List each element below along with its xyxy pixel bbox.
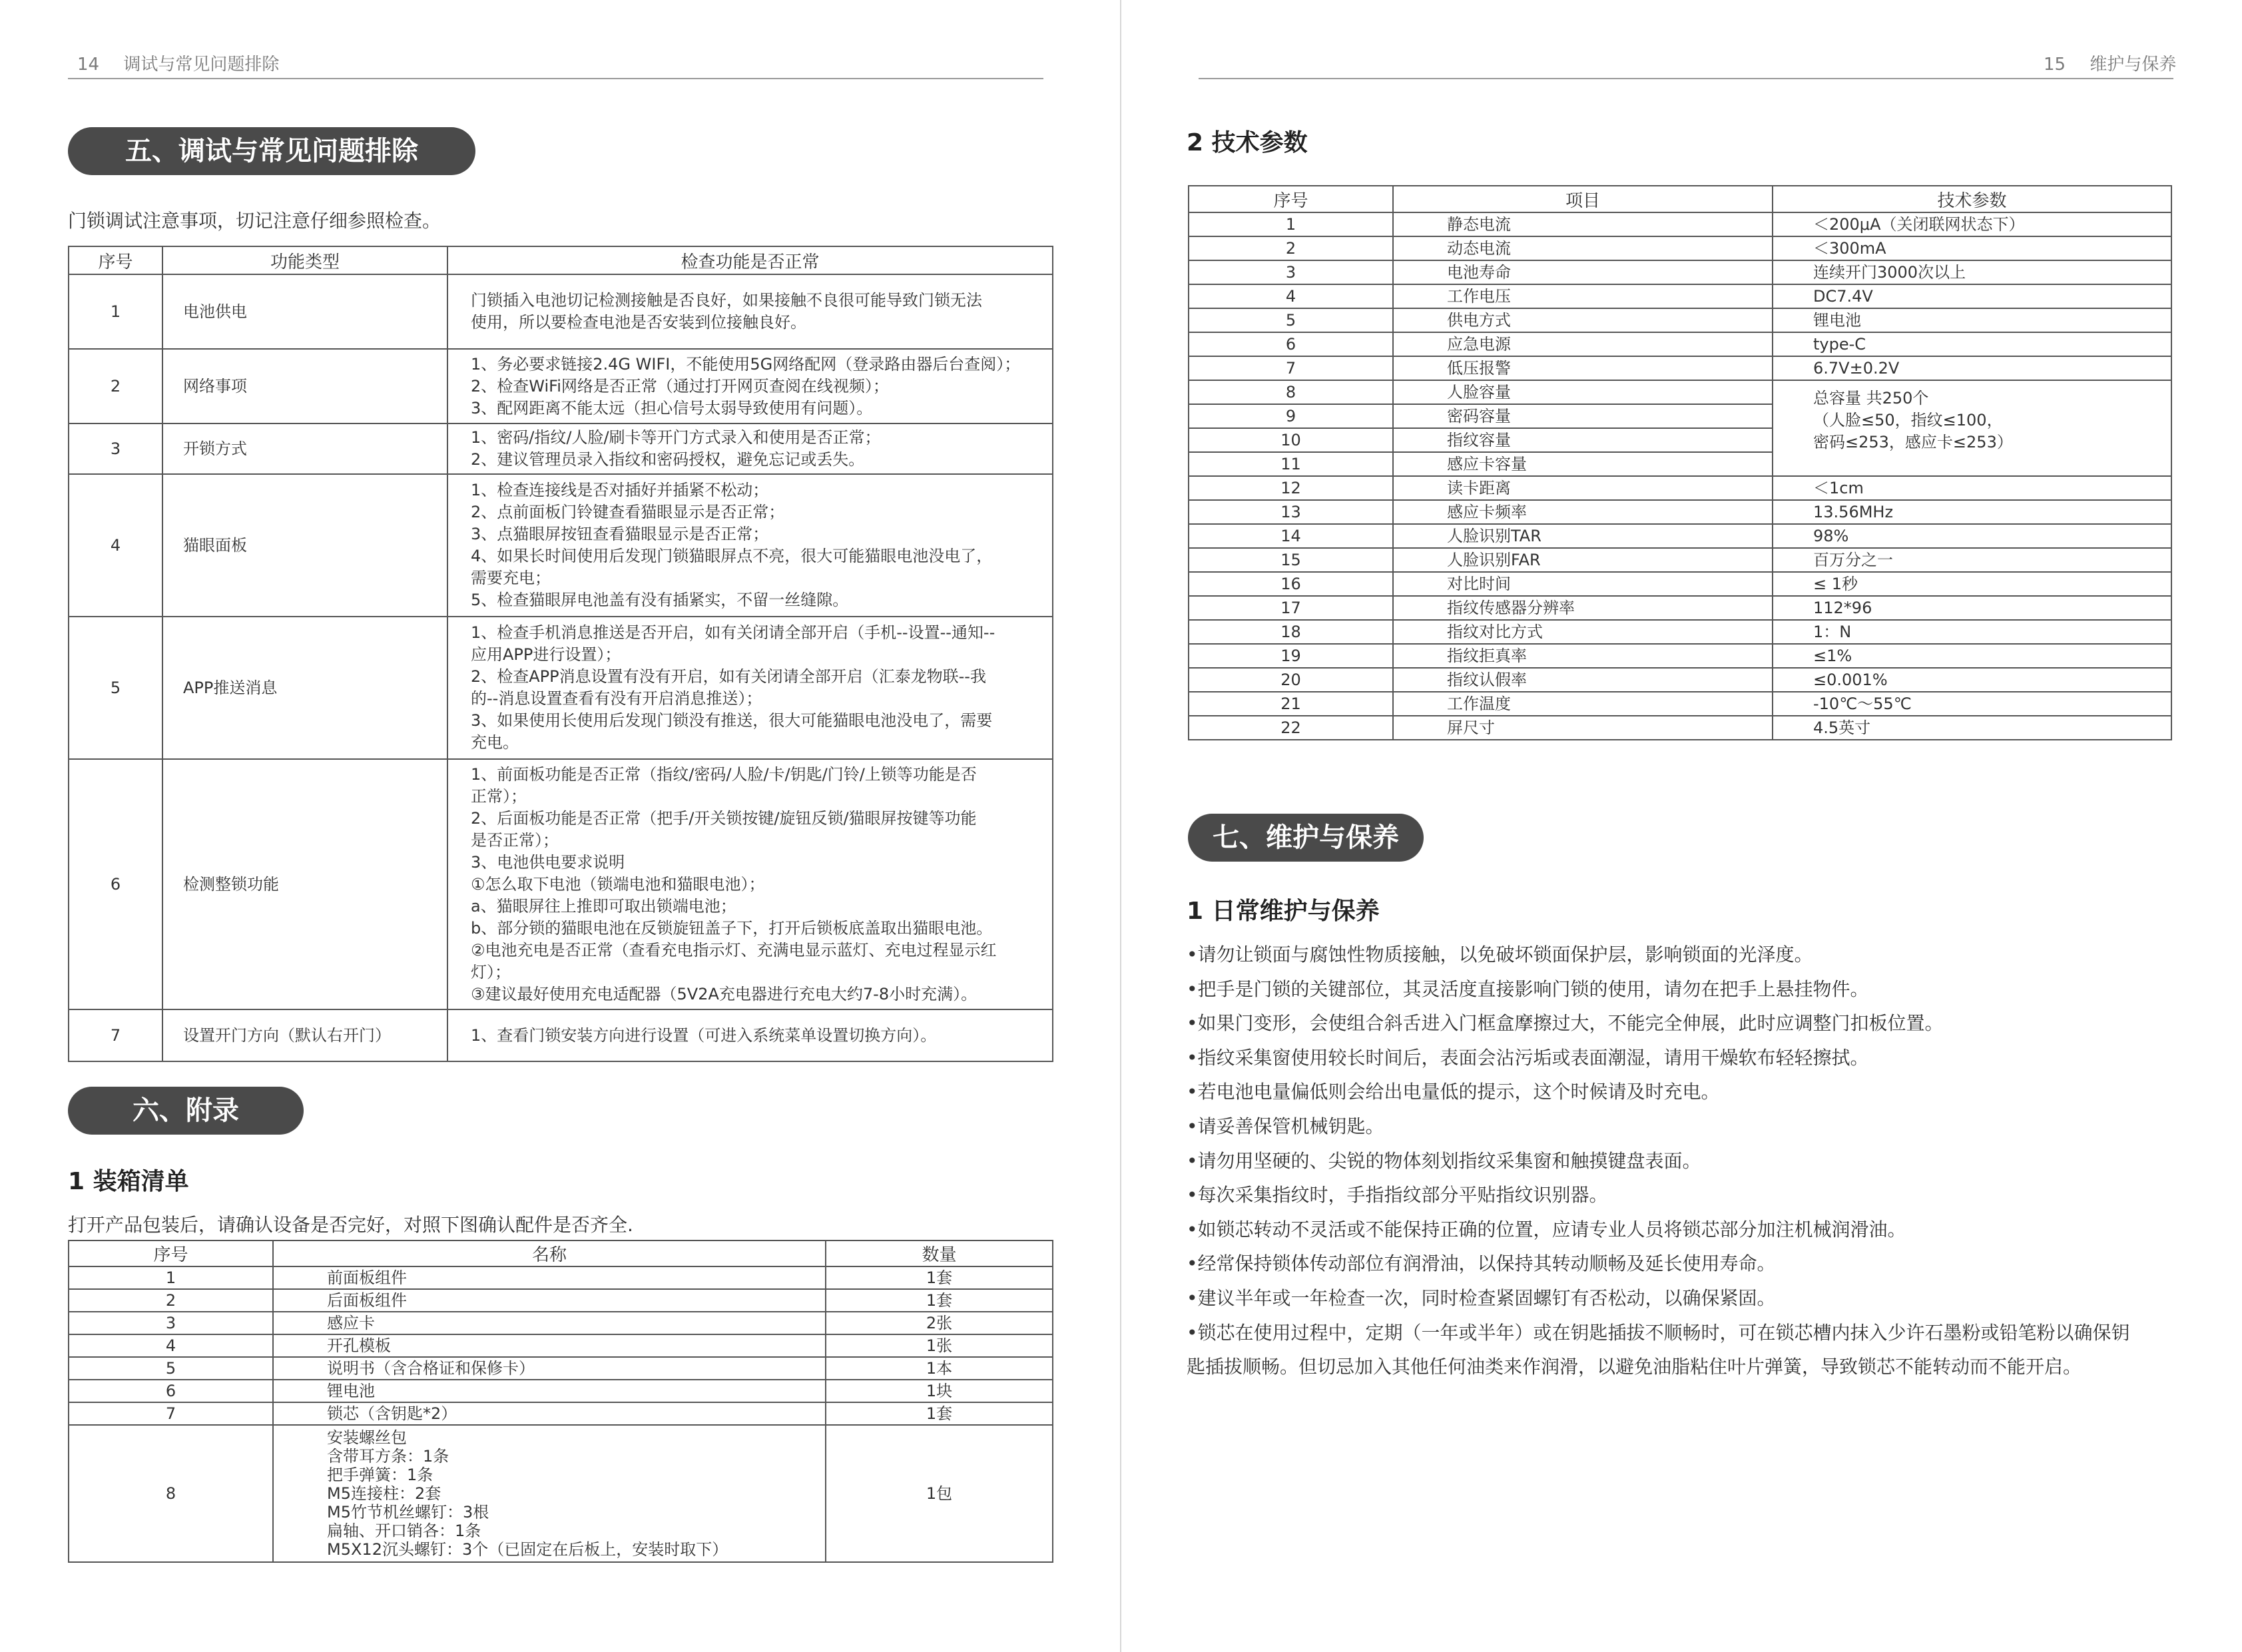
- spec-item: 应急电源: [1393, 332, 1773, 356]
- item-quantity: 1张: [826, 1334, 1053, 1357]
- debug-table-body: [69, 274, 1053, 1061]
- description-line: 1、检查连接线是否对插好并插紧不松动；: [471, 481, 769, 499]
- bullet-item: •如锁芯转动不灵活或不能保持正确的位置，应请专业人员将锁芯部分加注机械润滑油。: [1187, 1218, 1906, 1240]
- description-line: 2、检查APP消息设置有没有开启，如有关闭请全部开启（汇泰龙物联--我: [471, 667, 986, 686]
- row-number: 6: [69, 759, 162, 1009]
- item-name: [273, 1402, 826, 1425]
- description-line: 3、配网距离不能太远（担心信号太弱导致使用有问题）。: [471, 398, 873, 417]
- description-line: 门锁插入电池切记检测接触是否良好，如果接触不良很可能导致门锁无法: [471, 291, 982, 310]
- spec-value: 百万分之一: [1773, 548, 2171, 572]
- spec-item: 指纹认假率: [1393, 668, 1773, 692]
- item-name-line: 把手弹簧：1条: [327, 1466, 433, 1484]
- description-line: 2、检查WiFi网络是否正常（通过打开网页查阅在线视频）；: [471, 376, 889, 396]
- item-name-lines: [327, 1359, 825, 1378]
- description-line: 充电。: [471, 733, 519, 752]
- function-type: 设置开门方向（默认右开门）: [162, 1009, 447, 1061]
- capacity-line: 总容量 共250个: [1813, 389, 1929, 408]
- table-row: [69, 1266, 1053, 1289]
- description-line: 1、务必要求链接2.4G WIFI，不能使用5G网络配网（登录路由器后台查阅）；: [471, 354, 1021, 374]
- description-line: 1、前面板功能是否正常（指纹/密码/人脸/卡/钥匙/门铃/上锁等功能是否: [471, 764, 977, 784]
- table-header-row: [69, 1240, 1053, 1266]
- spec-value: 13.56MHz: [1773, 500, 2171, 524]
- description-line: 1、密码/指纹/人脸/刷卡等开门方式录入和使用是否正常；: [471, 428, 881, 447]
- item-name-line: 锁芯（含钥匙*2）: [327, 1404, 457, 1423]
- page-number: 14: [77, 55, 100, 75]
- item-name: [273, 1312, 826, 1334]
- spec-item: 工作电压: [1393, 284, 1773, 308]
- item-name: [273, 1334, 826, 1357]
- row-number: 2: [1189, 236, 1393, 260]
- spec-item: 工作温度: [1393, 692, 1773, 716]
- spec-item: 读卡距离: [1393, 476, 1773, 500]
- item-name-line: 前面板组件: [327, 1268, 407, 1287]
- table-row: [1189, 716, 2171, 740]
- item-name-line: 后面板组件: [327, 1291, 407, 1310]
- bullet-item: •锁芯在使用过程中，定期（一年或半年）或在钥匙插拔不顺畅时，可在锁芯槽内抹入少许石墨粉或铅笔粉以确保钥: [1187, 1321, 2130, 1344]
- row-number: 6: [69, 1380, 273, 1402]
- description-line: ③建议最好使用充电适配器（5V2A充电器进行充电大约7-8小时充满）。: [471, 984, 978, 1003]
- row-number: 1: [1189, 212, 1393, 236]
- page-number: 15: [2044, 55, 2066, 75]
- table-row: [1189, 260, 2171, 284]
- spec-item: 静态电流: [1393, 212, 1773, 236]
- table-row: [69, 1357, 1053, 1380]
- row-number: 17: [1189, 596, 1393, 620]
- item-name-line: M5竹节机丝螺钉：3根: [327, 1503, 489, 1521]
- debug-intro-text: 门锁调试注意事项，切记注意仔细参照检查。: [68, 210, 441, 232]
- spec-value: ＜300mA: [1773, 236, 2171, 260]
- item-name-lines: [327, 1291, 825, 1310]
- item-name-line: M5X12沉头螺钉：3个（已固定在后板上，安装时取下）: [327, 1540, 728, 1559]
- right-running-head: [2044, 51, 2176, 75]
- description-line: 使用，所以要检查电池是否安装到位接触良好。: [471, 313, 806, 332]
- row-number: 11: [1189, 452, 1393, 476]
- left-running-head: [77, 51, 279, 75]
- row-number: 5: [69, 1357, 273, 1380]
- item-name-lines: [327, 1382, 825, 1400]
- table-row: [1189, 380, 2171, 404]
- description-line: 正常）；: [471, 786, 527, 806]
- row-number: 8: [1189, 380, 1393, 404]
- description-line: 3、如果使用长使用后发现门锁没有推送，很大可能猫眼电池没电了，需要: [471, 711, 993, 730]
- check-description: [447, 349, 1053, 423]
- column-header: 序号: [69, 1240, 273, 1266]
- spec-value: ＜200μA（关闭联网状态下）: [1773, 212, 2171, 236]
- spec-table-body: [1189, 212, 2171, 740]
- column-header: 序号: [1189, 186, 1393, 212]
- spec-item: 人脸容量: [1393, 380, 1773, 404]
- item-name-line: 开孔模板: [327, 1336, 391, 1355]
- spec-item: 指纹对比方式: [1393, 620, 1773, 644]
- column-header: 项目: [1393, 186, 1773, 212]
- column-header: 技术参数: [1773, 186, 2171, 212]
- table-row: [69, 474, 1053, 617]
- function-type: 检测整锁功能: [162, 759, 447, 1009]
- item-name: [273, 1289, 826, 1312]
- check-description: [447, 423, 1053, 474]
- bullet-item: 匙插拔顺畅。但切忌加入其他任何油类来作润滑，以避免油脂粘住叶片弹簧，导致锁芯不能转动而不能开启。: [1187, 1356, 2082, 1378]
- item-quantity: 1套: [826, 1289, 1053, 1312]
- table-row: [1189, 236, 2171, 260]
- row-number: 2: [69, 349, 162, 423]
- spec-item: 感应卡频率: [1393, 500, 1773, 524]
- function-type: 猫眼面板: [162, 474, 447, 617]
- table-row: [69, 1402, 1053, 1425]
- item-name-lines: [327, 1404, 825, 1423]
- column-header: 检查功能是否正常: [447, 246, 1053, 274]
- description-line: 的--消息设置查看有没有开启消息推送）；: [471, 689, 762, 708]
- table-row: [1189, 524, 2171, 548]
- row-number: 3: [69, 1312, 273, 1334]
- bullet-item: •把手是门锁的关键部位，其灵活度直接影响门锁的使用，请勿在把手上悬挂物件。: [1187, 977, 1869, 1000]
- bullet-item: •若电池电量偏低则会给出电量低的提示，这个时候请及时充电。: [1187, 1081, 1720, 1103]
- function-type: 电池供电: [162, 274, 447, 349]
- running-title: 维护与保养: [2090, 55, 2177, 75]
- bullet-item: •指纹采集窗使用较长时间后，表面会沾污垢或表面潮湿，请用干燥软布轻轻擦拭。: [1187, 1046, 1869, 1069]
- tech-spec-heading: 2 技术参数: [1187, 129, 1308, 156]
- table-row: [69, 274, 1053, 349]
- spec-item: 人脸识别TAR: [1393, 524, 1773, 548]
- spec-item: 指纹传感器分辨率: [1393, 596, 1773, 620]
- row-number: 9: [1189, 404, 1393, 428]
- row-number: 5: [69, 617, 162, 759]
- column-header: 功能类型: [162, 246, 447, 274]
- item-name-line: 安装螺丝包: [327, 1428, 407, 1447]
- row-number: 20: [1189, 668, 1393, 692]
- description-line: a、猫眼屏往上推即可取出锁端电池；: [471, 896, 736, 916]
- table-row: [69, 1425, 1053, 1562]
- check-description: [447, 759, 1053, 1009]
- description-line: 5、检查猫眼屏电池盖有没有插紧实，不留一丝缝隙。: [471, 591, 849, 609]
- description-line: b、部分锁的猫眼电池在反锁旋钮盖子下，打开后锁板底盖取出猫眼电池。: [471, 918, 993, 938]
- table-row: [1189, 692, 2171, 716]
- spec-item: 指纹容量: [1393, 428, 1773, 452]
- row-number: 5: [1189, 308, 1393, 332]
- maintenance-bullet-list: [1187, 938, 2179, 1384]
- spec-value: 98%: [1773, 524, 2171, 548]
- column-header: 序号: [69, 246, 162, 274]
- table-header-row: [1189, 186, 2171, 212]
- table-row: [69, 759, 1053, 1009]
- capacity-line: 密码≤253，感应卡≤253）: [1813, 433, 2013, 451]
- table-row: [1189, 332, 2171, 356]
- spec-value: ＜1cm: [1773, 476, 2171, 500]
- item-name-lines: [327, 1268, 825, 1287]
- spec-value: ≤ 1秒: [1773, 572, 2171, 596]
- table-row: [69, 1334, 1053, 1357]
- item-name-line: 含带耳方条：1条: [327, 1447, 449, 1466]
- row-number: 19: [1189, 644, 1393, 668]
- spec-value: 连续开门3000次以上: [1773, 260, 2171, 284]
- description-line: 2、点前面板门铃键查看猫眼显示是否正常；: [471, 503, 785, 521]
- function-type: 网络事项: [162, 349, 447, 423]
- item-quantity: 2张: [826, 1312, 1053, 1334]
- row-number: 1: [69, 274, 162, 349]
- bullet-item: •请勿让锁面与腐蚀性物质接触，以免破坏锁面保护层，影响锁面的光泽度。: [1187, 944, 1813, 965]
- item-name-lines: [327, 1426, 825, 1561]
- row-number: 3: [69, 423, 162, 474]
- table-row: [69, 1009, 1053, 1061]
- table-row: [1189, 284, 2171, 308]
- spec-item: 屏尺寸: [1393, 716, 1773, 740]
- item-quantity: 1套: [826, 1402, 1053, 1425]
- spec-item: 电池寿命: [1393, 260, 1773, 284]
- daily-maintenance-heading: 1 日常维护与保养: [1187, 898, 1380, 925]
- bullet-item: •如果门变形，会使组合斜舌进入门框盒摩擦过大，不能完全伸展，此时应调整门扣板位置。: [1187, 1012, 1944, 1035]
- table-row: [69, 1380, 1053, 1402]
- bullet-item: •建议半年或一年检查一次，同时检查紧固螺钉有否松动，以确保紧固。: [1187, 1286, 1776, 1309]
- item-name-lines: [327, 1314, 825, 1332]
- row-number: 7: [69, 1009, 162, 1061]
- section-heading-maintenance: 七、维护与保养: [1188, 814, 1424, 862]
- row-number: 2: [69, 1289, 273, 1312]
- spec-item: 指纹拒真率: [1393, 644, 1773, 668]
- bullet-item: •请勿用坚硬的、尖锐的物体刻划指纹采集窗和触摸键盘表面。: [1187, 1149, 1701, 1172]
- function-type: APP推送消息: [162, 617, 447, 759]
- table-row: [1189, 476, 2171, 500]
- spec-item: 低压报警: [1393, 356, 1773, 380]
- table-row: [1189, 644, 2171, 668]
- row-number: 15: [1189, 548, 1393, 572]
- description-line: 灯）；: [471, 962, 511, 981]
- table-row: [1189, 548, 2171, 572]
- row-number: 22: [1189, 716, 1393, 740]
- description-line: ①怎么取下电池（锁端电池和猫眼电池）；: [471, 874, 765, 894]
- row-number: 18: [1189, 620, 1393, 644]
- packing-list-table: [68, 1240, 1053, 1563]
- row-number: 4: [1189, 284, 1393, 308]
- running-title: 调试与常见问题排除: [123, 55, 280, 75]
- capacity-value: [1773, 380, 2171, 476]
- check-description: [447, 474, 1053, 617]
- tech-spec-table: [1188, 185, 2172, 740]
- spec-value: 1：N: [1773, 620, 2171, 644]
- check-description: [447, 1009, 1053, 1061]
- description-line: 是否正常）；: [471, 830, 559, 850]
- row-number: 21: [1189, 692, 1393, 716]
- packing-intro-text: 打开产品包装后，请确认设备是否完好，对照下图确认配件是否齐全.: [68, 1214, 633, 1236]
- description-line: 3、电池供电要求说明: [471, 852, 625, 872]
- description-line: ②电池充电是否正常（查看充电指示灯、充满电显示蓝灯、充电过程显示红: [471, 940, 997, 960]
- description-line: 1、检查手机消息推送是否开启，如有关闭请全部开启（手机--设置--通知--: [471, 623, 995, 642]
- bullet-item: •每次采集指纹时，手指指纹部分平贴指纹识别器。: [1187, 1184, 1608, 1207]
- spec-value: type-C: [1773, 332, 2171, 356]
- table-row: [1189, 308, 2171, 332]
- table-row: [1189, 572, 2171, 596]
- row-number: 12: [1189, 476, 1393, 500]
- item-name-line: M5连接柱：2套: [327, 1484, 441, 1503]
- description-line: 3、点猫眼屏按钮查看猫眼显示是否正常；: [471, 525, 769, 543]
- row-number: 7: [69, 1402, 273, 1425]
- item-name: [273, 1425, 826, 1562]
- item-name-line: 感应卡: [327, 1314, 375, 1332]
- section-heading-appendix: 六、附录: [68, 1087, 304, 1135]
- item-quantity: 1套: [826, 1266, 1053, 1289]
- item-name: [273, 1357, 826, 1380]
- description-line: 2、建议管理员录入指纹和密码授权，避免忘记或丢失。: [471, 450, 865, 469]
- item-name-lines: [327, 1336, 825, 1355]
- table-row: [1189, 212, 2171, 236]
- description-line: 2、后面板功能是否正常（把手/开关锁按键/旋钮反锁/猫眼屏按键等功能: [471, 808, 977, 828]
- section-heading-debug: 五、调试与常见问题排除: [68, 127, 475, 175]
- spec-value: ≤1%: [1773, 644, 2171, 668]
- packing-table-body: [69, 1266, 1053, 1562]
- bullet-item: •经常保持锁体传动部位有润滑油，以保持其转动顺畅及延长使用寿命。: [1187, 1252, 1776, 1275]
- row-number: 8: [69, 1425, 273, 1562]
- capacity-line: （人脸≤50，指纹≤100，: [1813, 411, 2003, 429]
- spec-value: 6.7V±0.2V: [1773, 356, 2171, 380]
- table-row: [1189, 620, 2171, 644]
- spec-item: 动态电流: [1393, 236, 1773, 260]
- spec-item: 密码容量: [1393, 404, 1773, 428]
- table-row: [69, 617, 1053, 759]
- item-name-line: 锂电池: [327, 1382, 375, 1400]
- row-number: 10: [1189, 428, 1393, 452]
- packing-list-heading: 1 装箱清单: [68, 1168, 189, 1195]
- item-quantity: 1本: [826, 1357, 1053, 1380]
- row-number: 4: [69, 474, 162, 617]
- spec-value: -10℃～55℃: [1773, 692, 2171, 716]
- column-header: 数量: [826, 1240, 1053, 1266]
- check-description: [447, 274, 1053, 349]
- debug-table: [68, 246, 1053, 1062]
- check-description: [447, 617, 1053, 759]
- column-header: 名称: [273, 1240, 826, 1266]
- spec-item: 人脸识别FAR: [1393, 548, 1773, 572]
- spec-value: ≤0.001%: [1773, 668, 2171, 692]
- header-rule: [68, 78, 1043, 79]
- spec-value: DC7.4V: [1773, 284, 2171, 308]
- row-number: 7: [1189, 356, 1393, 380]
- row-number: 6: [1189, 332, 1393, 356]
- item-quantity: 1包: [826, 1425, 1053, 1562]
- item-name: [273, 1380, 826, 1402]
- spec-item: 感应卡容量: [1393, 452, 1773, 476]
- row-number: 1: [69, 1266, 273, 1289]
- item-name: [273, 1266, 826, 1289]
- table-row: [1189, 356, 2171, 380]
- description-line: 4、如果长时间使用后发现门锁猫眼屏点不亮，很大可能猫眼电池没电了，: [471, 547, 993, 565]
- row-number: 16: [1189, 572, 1393, 596]
- table-row: [1189, 500, 2171, 524]
- spec-value: 锂电池: [1773, 308, 2171, 332]
- item-name-line: 扁轴、开口销各：1条: [327, 1521, 481, 1540]
- table-row: [69, 349, 1053, 423]
- table-row: [69, 1312, 1053, 1334]
- spec-value: 4.5英寸: [1773, 716, 2171, 740]
- table-row: [1189, 668, 2171, 692]
- description-line: 需要充电；: [471, 569, 551, 587]
- row-number: 13: [1189, 500, 1393, 524]
- table-row: [1189, 596, 2171, 620]
- row-number: 4: [69, 1334, 273, 1357]
- spec-value: 112*96: [1773, 596, 2171, 620]
- row-number: 14: [1189, 524, 1393, 548]
- item-name-line: 说明书（含合格证和保修卡）: [327, 1359, 535, 1378]
- bullet-item: •请妥善保管机械钥匙。: [1187, 1115, 1384, 1137]
- description-line: 1、查看门锁安装方向进行设置（可进入系统菜单设置切换方向）。: [471, 1025, 937, 1045]
- spec-item: 对比时间: [1393, 572, 1773, 596]
- item-quantity: 1块: [826, 1380, 1053, 1402]
- function-type: 开锁方式: [162, 423, 447, 474]
- table-header-row: [69, 246, 1053, 274]
- header-rule: [1199, 78, 2173, 79]
- table-row: [69, 1289, 1053, 1312]
- spec-item: 供电方式: [1393, 308, 1773, 332]
- row-number: 3: [1189, 260, 1393, 284]
- table-row: [69, 423, 1053, 474]
- description-line: 应用APP进行设置）；: [471, 645, 621, 664]
